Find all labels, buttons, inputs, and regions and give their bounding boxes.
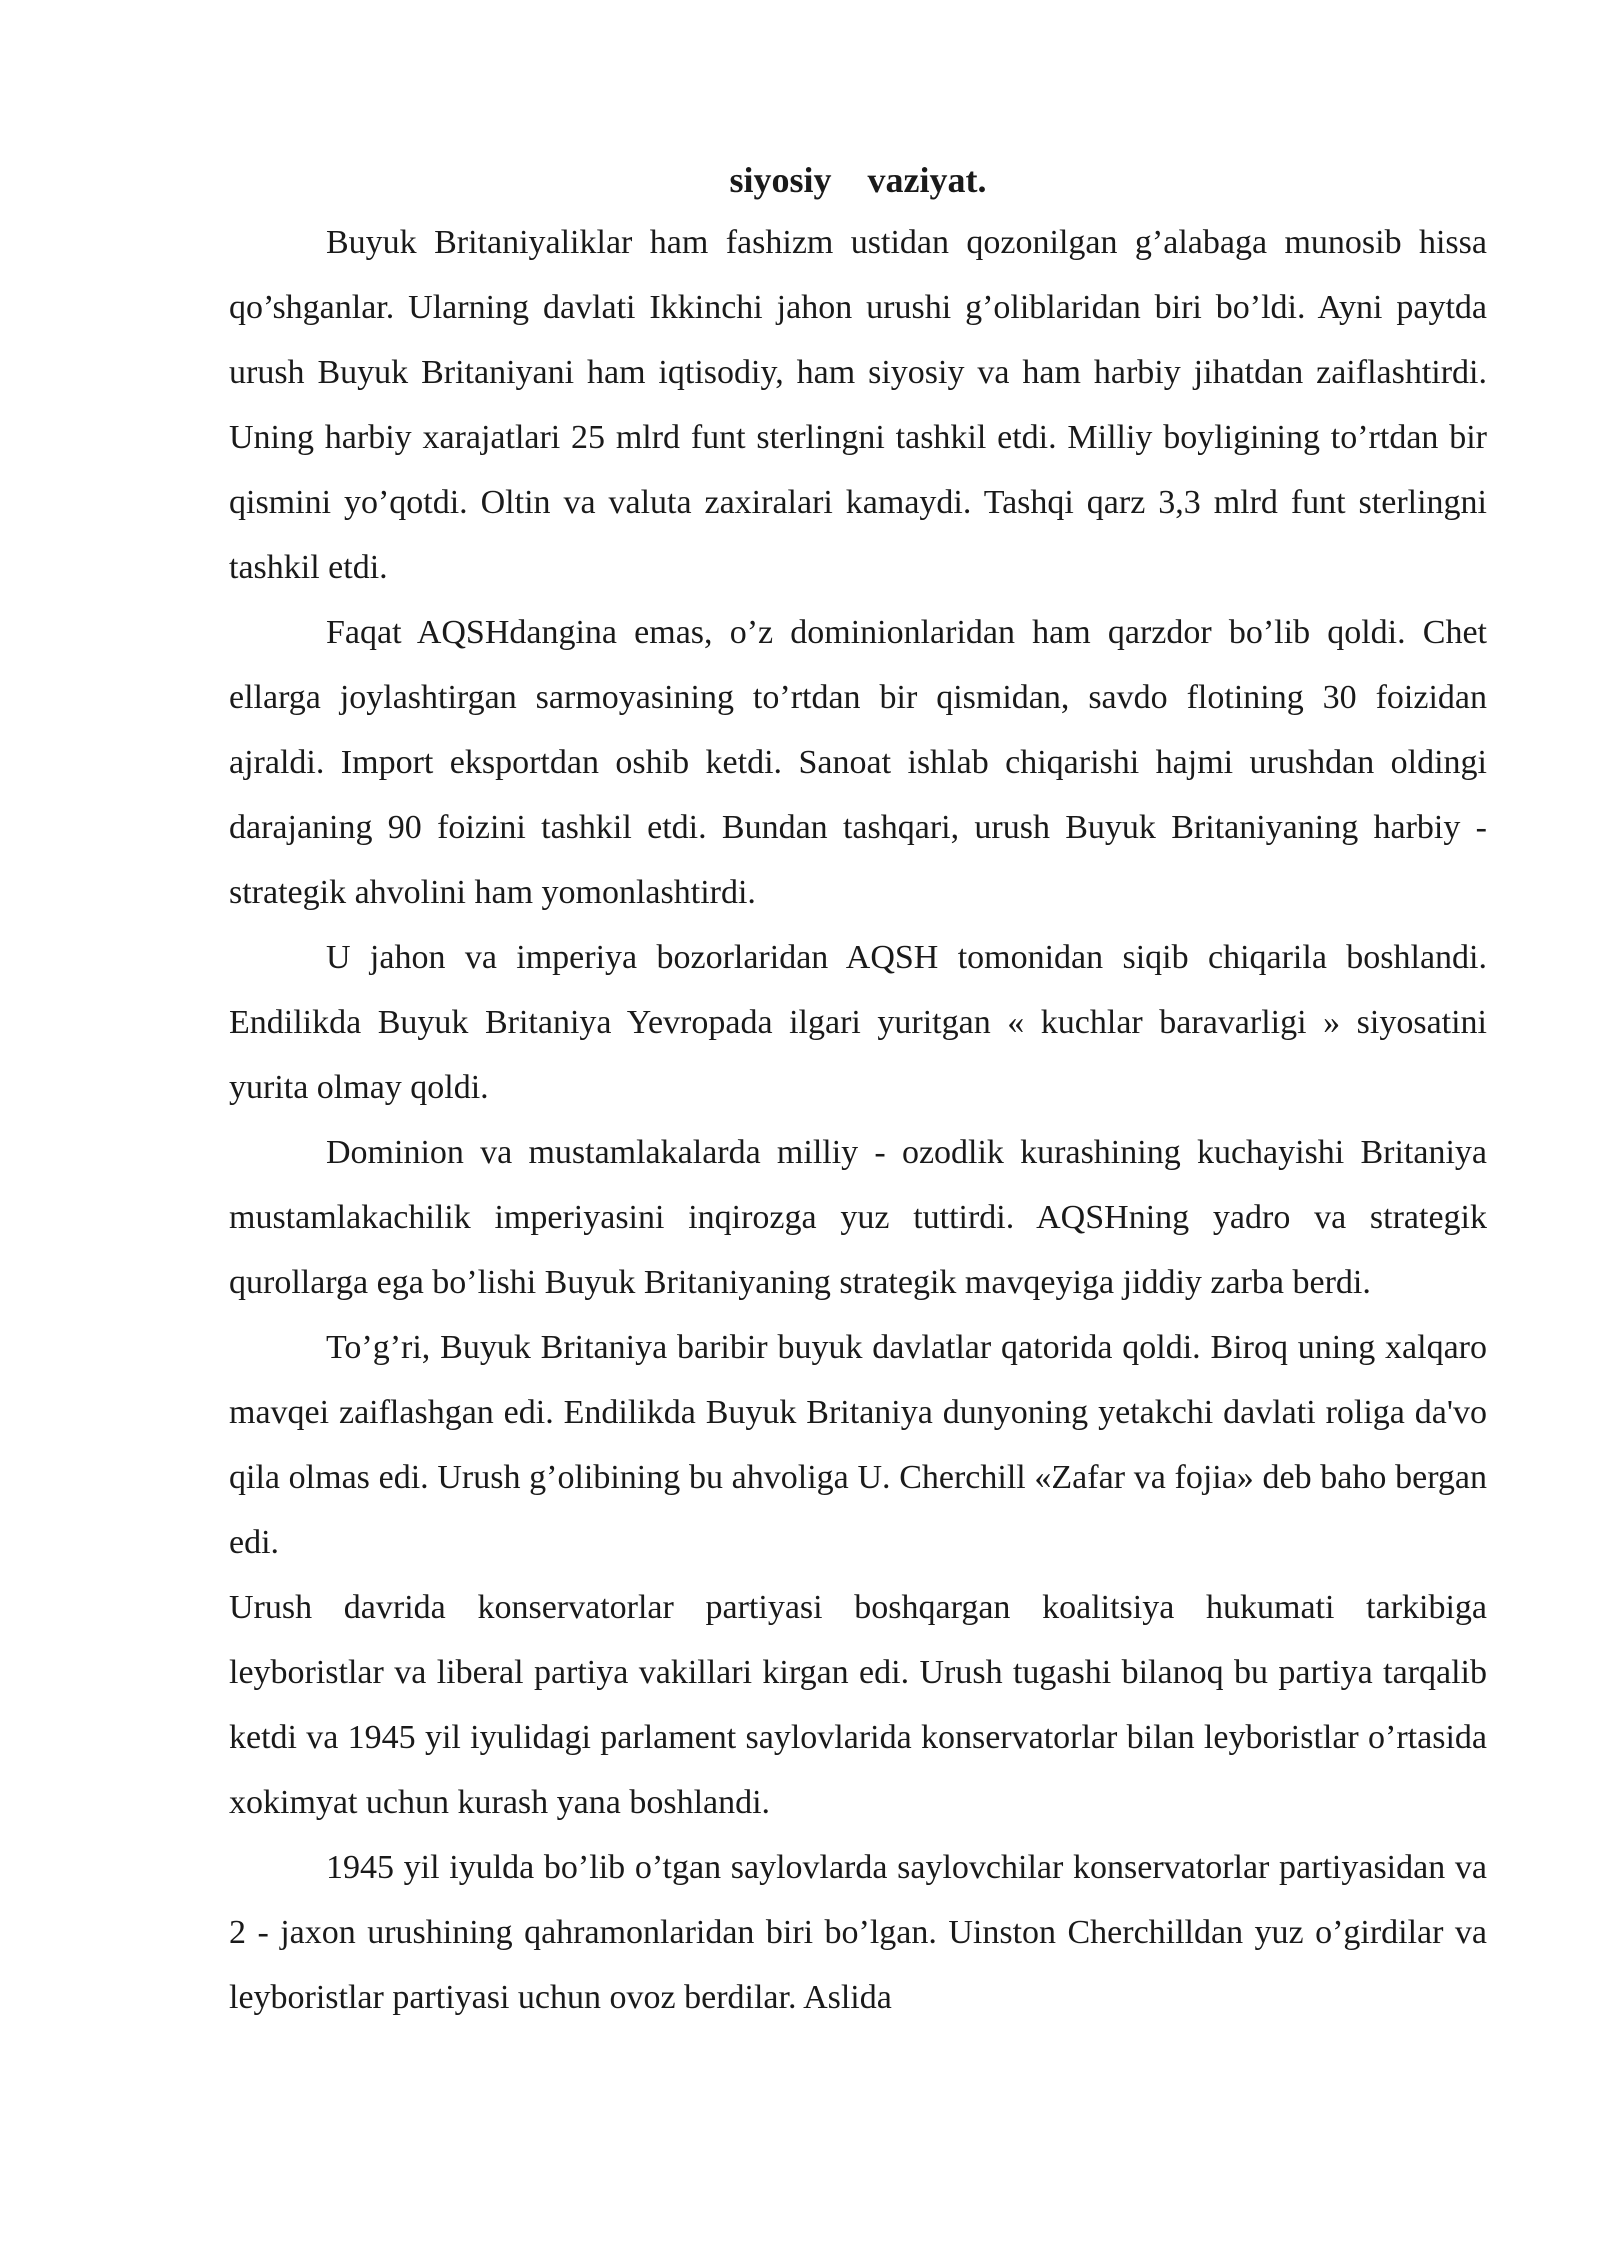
paragraph-3: U jahon va imperiya bozorlaridan AQSH tomonidan siqib chiqarila boshlandi. Endilikda Buyuk Britaniya Yevropada ilgari yuritgan « kuchlar baravarligi » siyosatini yurita olmay qoldi.: [229, 939, 1487, 1106]
paragraph-7: 1945 yil iyulda bo’lib o’tgan saylovlarda saylovchilar konservatorlar partiyasidan va 2 - jaxon urushining qahramonlaridan biri bo’lgan. Uinston Cherchilldan yuz o’girdilar va leyboristlar partiyasi uchun ovoz berdilar. Aslida: [229, 1849, 1487, 2016]
paragraph-1: Buyuk Britaniyaliklar ham fashizm ustidan qozonilgan g’alabaga munosib hissa qo’shganlar. Ularning davlati Ikkinchi jahon urushi g’oliblaridan biri bo’ldi. Ayni paytda urush Buyuk Britaniyani ham iqtisodiy, ham siyosiy va ham harbiy jihatdan zaiflashtirdi. Uning harbiy xarajatlari 25 mlrd funt sterlingni tashkil etdi. Milliy boyligining to’rtdan bir qismini yo’qotdi. Oltin va valuta zaxiralari kamaydi. Tashqi qarz 3,3 mlrd funt sterlingni tashkil etdi.: [229, 224, 1487, 586]
document-page: [229, 150, 1487, 2030]
section-title: siyosiy vaziyat.: [729, 160, 987, 200]
paragraph-2: Faqat AQSHdangina emas, o’z dominionlaridan ham qarzdor bo’lib qoldi. Chet ellarga joylashtirgan sarmoyasining to’rtdan bir qismidan, savdo flotining 30 foizidan ajraldi. Import eksportdan oshib ketdi. Sanoat ishlab chiqarishi hajmi urushdan oldingi darajaning 90 foizini tashkil etdi. Bundan tashqari, urush Buyuk Britaniyaning harbiy - strategik ahvolini ham yomonlashtirdi.: [229, 614, 1487, 911]
paragraph-4: Dominion va mustamlakalarda milliy - ozodlik kurashining kuchayishi Britaniya mustamlakachilik imperiyasini inqirozga yuz tuttirdi. AQSHning yadro va strategik qurollarga ega bo’lishi Buyuk Britaniyaning strategik mavqeyiga jiddiy zarba berdi.: [229, 1134, 1487, 1301]
paragraph-5: To’g’ri, Buyuk Britaniya baribir buyuk davlatlar qatorida qoldi. Biroq uning xalqaro mavqei zaiflashgan edi. Endilikda Buyuk Britaniya dunyoning yetakchi davlati roliga da'vo qila olmas edi. Urush g’olibining bu ahvoliga U. Cherchill «Zafar va fojia» deb baho bergan edi.: [229, 1329, 1487, 1561]
paragraph-6: Urush davrida konservatorlar partiyasi boshqargan koalitsiya hukumati tarkibiga leyboristlar va liberal partiya vakillari kirgan edi. Urush tugashi bilanoq bu partiya tarqalib ketdi va 1945 yil iyulidagi parlament saylovlarida konservatorlar bilan leyboristlar o’rtasida xokimyat uchun kurash yana boshlandi.: [229, 1589, 1487, 1821]
